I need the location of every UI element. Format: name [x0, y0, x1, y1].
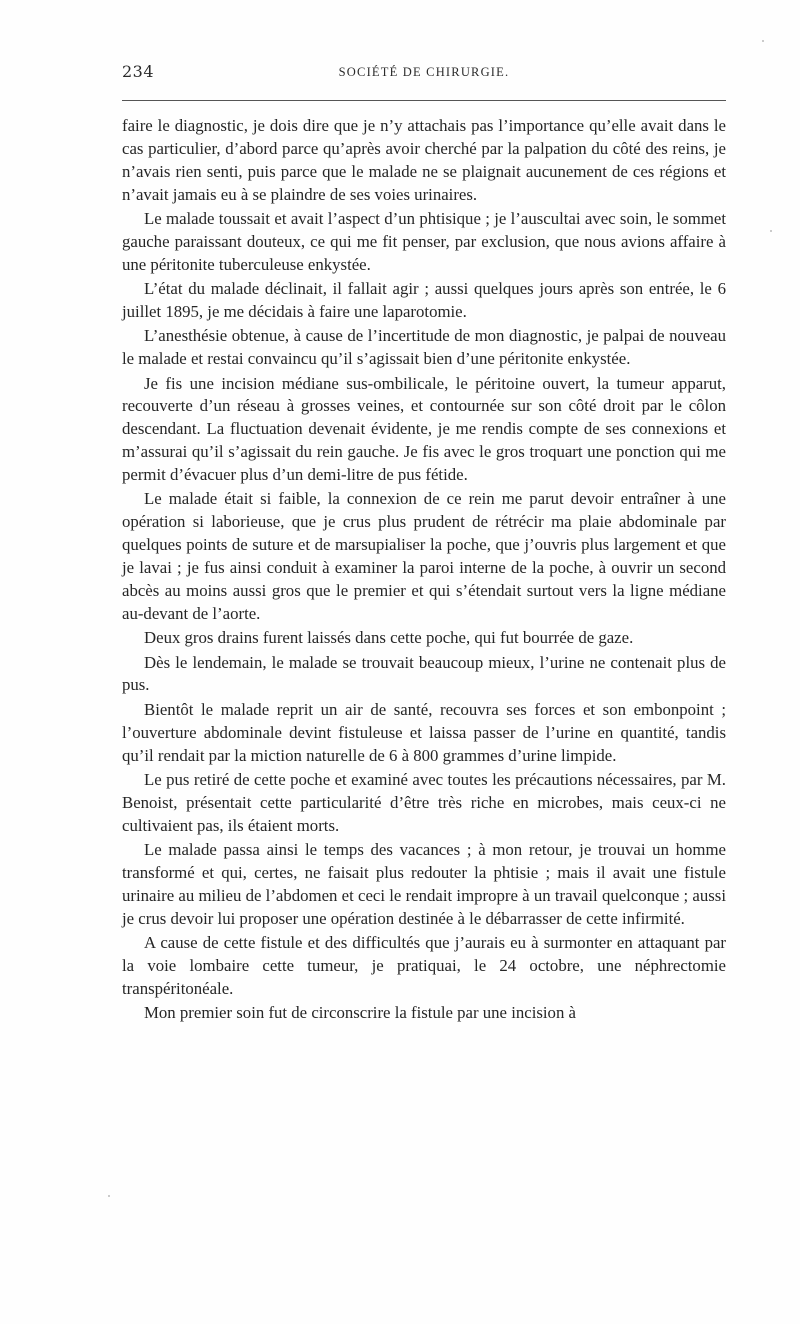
header-rule: [122, 100, 726, 101]
paper-speck: [108, 1195, 110, 1197]
running-title: SOCIÉTÉ DE CHIRURGIE.: [338, 65, 510, 79]
body-text: [122, 115, 726, 1026]
paragraph: Bientôt le malade reprit un air de santé, recouvra ses forces et son embonpoint ; l’ouverture abdominale devint fistuleuse et laissa passer de l’urine en quantité, tandis qu’il rendait par la miction naturelle de 6 à 800 grammes d’urine limpide.: [122, 699, 726, 765]
paper-speck: [770, 230, 772, 232]
paper-speck: [762, 40, 764, 42]
paragraph: L’anesthésie obtenue, à cause de l’incertitude de mon diagnostic, je palpai de nouveau le malade et restai convaincu qu’il s’agissait bien d’une péritonite enkystée.: [122, 326, 726, 369]
paragraph: Le malade était si faible, la connexion de ce rein me parut devoir entraîner à une opération si laborieuse, que je crus plus prudent de rétrécir ma plaie abdominale par quelques points de suture et de marsupialiser la poche, que j’ouvris plus largement et que je lavai ; je fus ainsi conduit à examiner la paroi interne de la poche, à ouvrir un second abcès au moins aussi gros que le premier et qui s’étendait surtout vers la ligne médiane au-devant de l’aorte.: [122, 489, 726, 623]
paragraph: Deux gros drains furent laissés dans cette poche, qui fut bourrée de gaze.: [144, 628, 634, 648]
paragraph: Le pus retiré de cette poche et examiné avec toutes les précautions nécessaires, par M. Benoist, présentait cette particularité d’être très riche en microbes, mais ceux-ci ne cultivaient pas, ils étaient morts.: [122, 769, 726, 835]
paragraph: A cause de cette fistule et des difficultés que j’aurais eu à surmonter en attaquant par la voie lombaire cette tumeur, je pratiquai, le 24 octobre, une néphrectomie transpéritonéale.: [122, 933, 726, 998]
paragraph: Je fis une incision médiane sus-ombilicale, le péritoine ouvert, la tumeur apparut, recouverte d’un réseau à grosses veines, et contournée sur son côté droit par le côlon descendant. La fluctuation devenait évidente, je me rendis compte de ses connexions et m’assurai qu’il s’agissait du rein gauche. Je fis avec le gros troquart une ponction qui me permit d’évacuer plus d’un demi-litre de pus fétide.: [122, 373, 726, 485]
paragraph: Dès le lendemain, le malade se trouvait beaucoup mieux, l’urine ne contenait plus de pus.: [122, 652, 726, 695]
paragraph: faire le diagnostic, je dois dire que je n’y attachais pas l’importance qu’elle avait dans le cas particulier, d’abord parce qu’après avoir cherché par la palpation du côté des reins, je n’avais rien senti, puis parce que le malade ne se plaignait aucunement de ces régions et n’avait jamais eu à se plaindre de ses voies urinaires.: [122, 116, 726, 204]
paragraph: Le malade toussait et avait l’aspect d’un phtisique ; je l’auscultai avec soin, le sommet gauche paraissant douteux, ce qui me fit penser, par exclusion, que nous avions affaire à une péritonite tuberculeuse enkystée.: [122, 209, 726, 274]
page-number: 234: [122, 62, 155, 81]
page-header: [122, 62, 726, 90]
paragraph: Mon premier soin fut de circonscrire la fistule par une incision à: [144, 1003, 576, 1023]
paragraph: L’état du malade déclinait, il fallait agir ; aussi quelques jours après son entrée, le 6 juillet 1895, je me décidais à faire une laparotomie.: [122, 279, 726, 322]
paragraph: Le malade passa ainsi le temps des vacances ; à mon retour, je trouvai un homme transformé et qui, certes, ne faisait plus redouter la phtisie ; mais il avait une fistule urinaire au milieu de l’abdomen et ceci le rendait impropre à un travail quelconque ; aussi je crus devoir lui proposer une opération destinée à le débarrasser de cette infirmité.: [122, 840, 726, 928]
